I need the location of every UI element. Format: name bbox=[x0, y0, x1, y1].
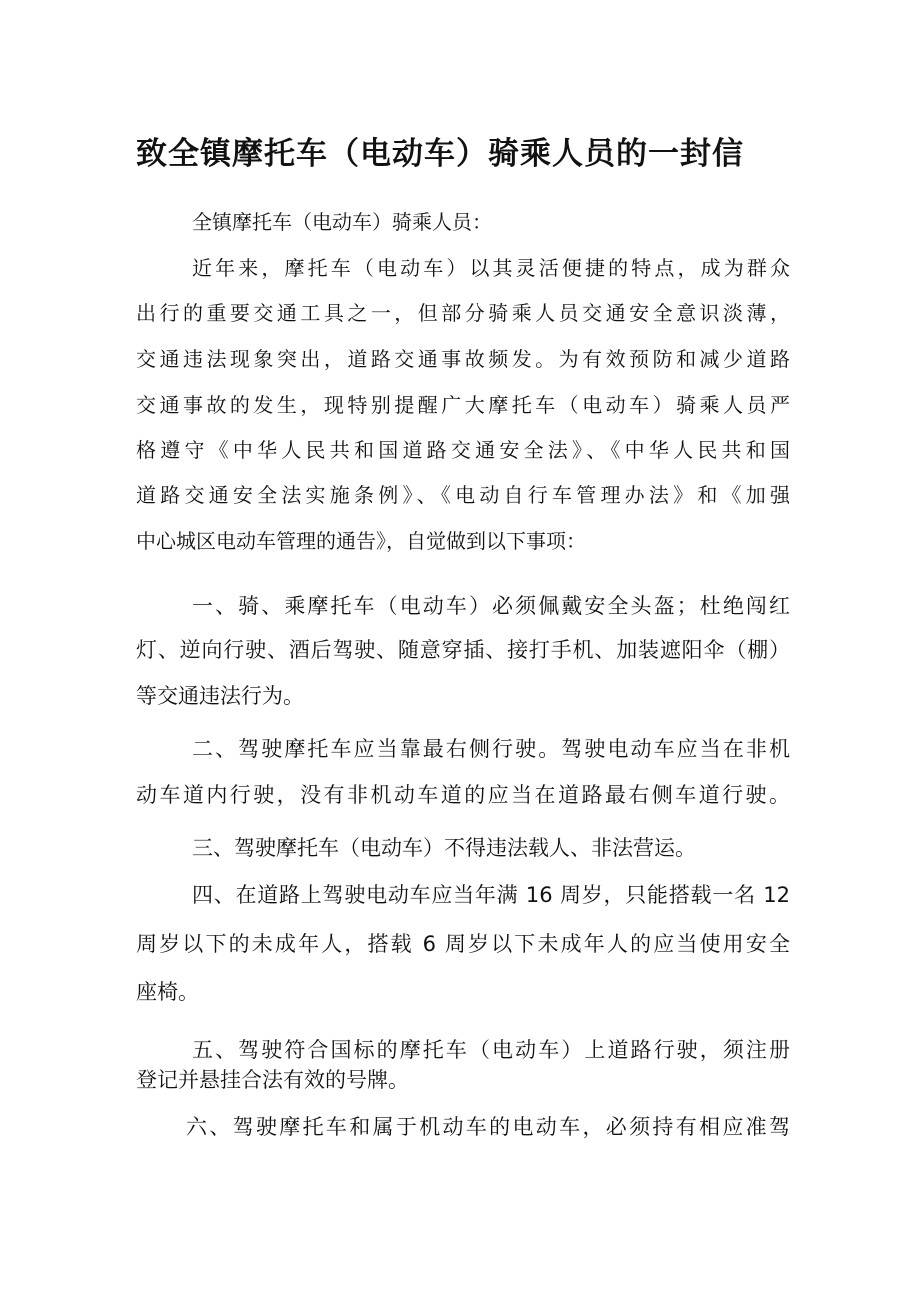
item-6-line: 六、驾驶摩托车和属于机动车的电动车，必须持有相应准驾 bbox=[186, 1115, 790, 1139]
item-1-line: 等交通违法行为。 bbox=[136, 684, 304, 708]
item-5-line: 五、驾驶符合国标的摩托车（电动车）上道路行驶，须注册 bbox=[192, 1038, 790, 1062]
item-4-line: 座椅。 bbox=[136, 980, 199, 1004]
item-3-line: 三、驾驶摩托车（电动车）不得违法载人、非法营运。 bbox=[192, 836, 696, 860]
item-2-line: 二、驾驶摩托车应当靠最右侧行驶。驾驶电动车应当在非机 bbox=[192, 737, 790, 761]
intro-line: 中心城区电动车管理的通告》，自觉做到以下事项： bbox=[136, 529, 586, 553]
intro-line: 近年来，摩托车（电动车）以其灵活便捷的特点，成为群众 bbox=[192, 256, 790, 280]
intro-line: 出行的重要交通工具之一，但部分骑乘人员交通安全意识淡薄， bbox=[136, 301, 790, 325]
salutation: 全镇摩托车（电动车）骑乘人员： bbox=[192, 210, 492, 234]
item-5-line: 登记并悬挂合法有效的号牌。 bbox=[136, 1068, 409, 1092]
intro-line: 交通违法现象突出，道路交通事故频发。为有效预防和减少道路 bbox=[136, 347, 790, 371]
item-4-line: 四、在道路上驾驶电动车应当年满 16 周岁，只能搭载一名 12 bbox=[192, 883, 790, 907]
item-1-line: 灯、逆向行驶、酒后驾驶、随意穿插、接打手机、加装遮阳伞（棚） bbox=[136, 638, 790, 662]
intro-line: 格遵守《中华人民共和国道路交通安全法》、《中华人民共和国 bbox=[136, 438, 790, 462]
intro-line: 道路交通安全法实施条例》、《电动自行车管理办法》和《加强 bbox=[136, 483, 790, 507]
item-2-line: 动车道内行驶，没有非机动车道的应当在道路最右侧车道行驶。 bbox=[136, 783, 790, 807]
intro-line: 交通事故的发生，现特别提醒广大摩托车（电动车）骑乘人员严 bbox=[136, 393, 790, 417]
letter-title: 致全镇摩托车（电动车）骑乘人员的一封信 bbox=[136, 136, 744, 172]
item-1-line: 一、骑、乘摩托车（电动车）必须佩戴安全头盔；杜绝闯红 bbox=[192, 594, 790, 618]
item-4-line: 周岁以下的未成年人，搭载 6 周岁以下未成年人的应当使用安全 bbox=[136, 932, 790, 956]
